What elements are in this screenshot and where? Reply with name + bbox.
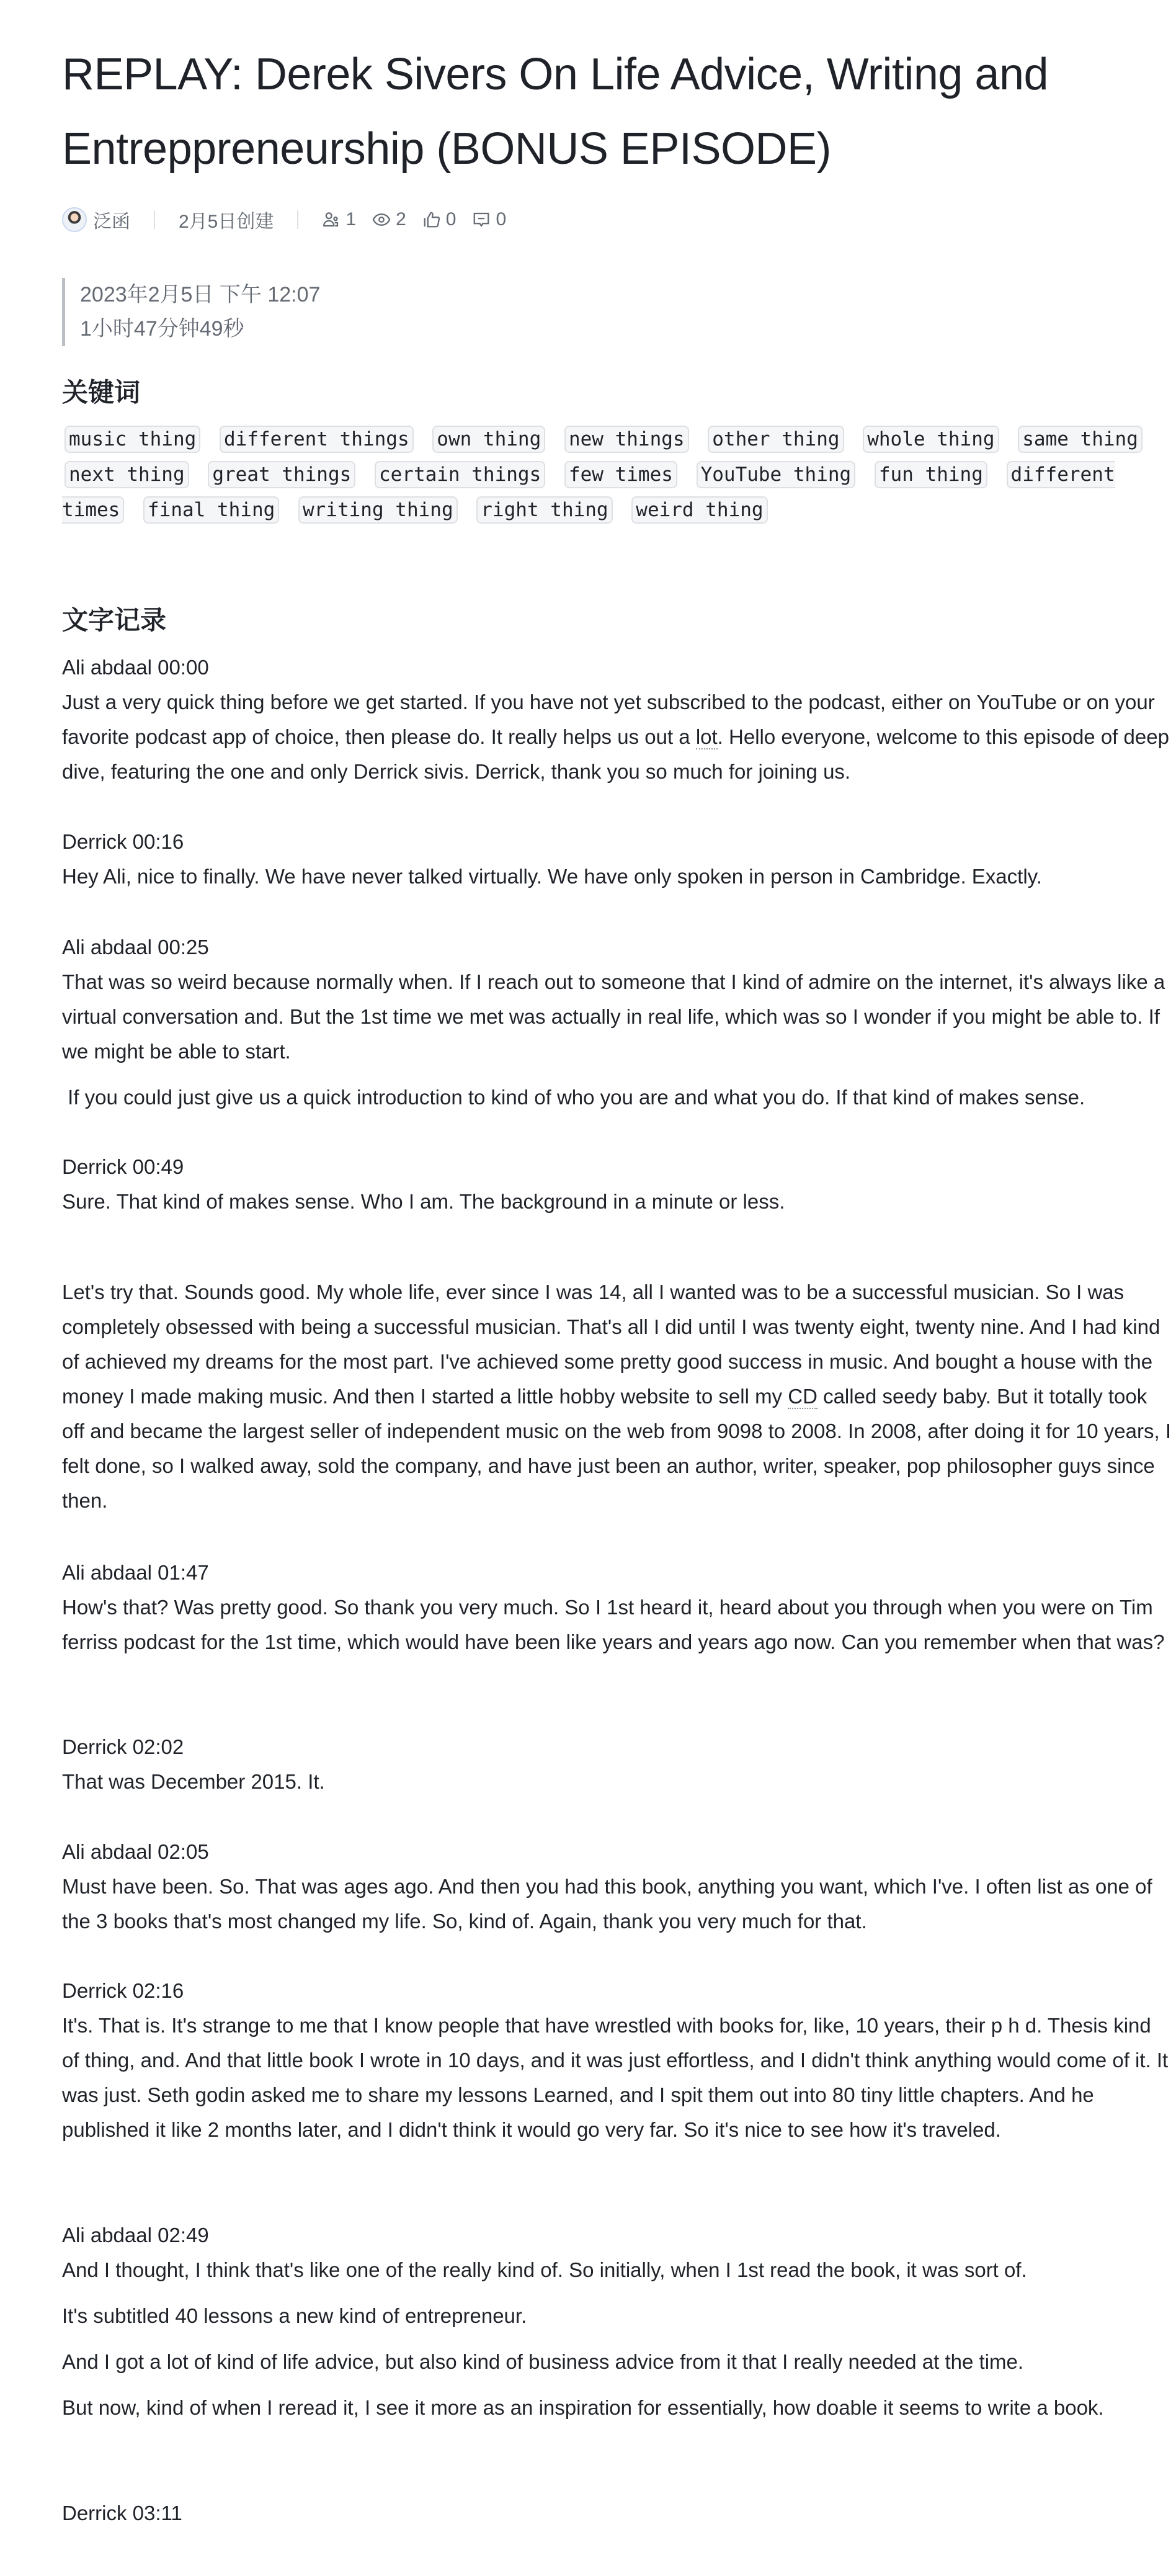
transcript-paragraph: And I got a lot of kind of life advice, but also kind of business advice from it that I really needed at the time. <box>62 2350 1024 2373</box>
transcript-paragraph: It's. That is. It's strange to me that I know people that have wrestled with books for, like, 10 years, their p h d. Thesis kind of thing, and. And that little book I wrote in 10 days, and it was just effortless, and I didn't think anything would come of it. It was just. Seth godin asked me to share my lessons Learned, and I spit them out into 80 tiny little chapters. And he published it like 2 months later, and I didn't think it would go very far. So it's nice to see how it's traveled. <box>62 2014 1169 2141</box>
divider <box>297 210 298 229</box>
transcript-paragraph: How's that? Was pretty good. So thank you very much. So I 1st heard it, heard about you through when you were on Tim ferriss podcast for the 1st time, which would have been like years and years ago now. Can you remember when that was? <box>62 1596 1165 1653</box>
keyword-chip: certain things <box>375 461 545 488</box>
speaker-label: Ali abdaal 02:49 <box>62 2224 209 2247</box>
transcript-paragraph: Hey Ali, nice to finally. We have never talked virtually. We have only spoken in person in Cambridge. Exactly. <box>62 865 1042 888</box>
keyword-chip: YouTube thing <box>697 461 856 488</box>
keyword-chip: whole thing <box>863 426 999 453</box>
keyword-chip: new things <box>564 426 689 453</box>
recording-info <box>62 278 638 346</box>
recording-duration: 1小时47分钟49秒 <box>80 317 244 341</box>
keyword-chip: own thing <box>432 426 545 453</box>
text-run: called seedy baby. But it totally took off and became the largest seller of independent music on the web from 9098 to 2008. In 2008, after doing it for 10 years, I felt done, so I walked away, sold the company, and have just been an author, writer, speaker, pop philosopher guys since then. <box>62 1385 1172 1512</box>
keyword-chip: next thing <box>65 461 189 488</box>
author-name[interactable]: 泛函 <box>93 212 130 232</box>
views-count: 2 <box>396 209 406 230</box>
transcript-paragraph <box>62 1275 1174 1518</box>
keyword-chip: final thing <box>143 496 279 524</box>
speaker-label: Derrick 03:11 <box>62 2502 182 2525</box>
created-date: 2月5日创建 <box>179 212 274 232</box>
transcript-paragraph: But now, kind of when I reread it, I see it more as an inspiration for essentially, how doable it seems to write a book. <box>62 2396 1104 2419</box>
keyword-list <box>62 422 1174 528</box>
keyword-chip: different things <box>220 426 414 453</box>
keyword-chip: writing thing <box>298 496 458 524</box>
keyword-chip: music thing <box>65 426 200 453</box>
transcript-paragraph: Sure. That kind of makes sense. Who I am. The background in a minute or less. <box>62 1190 785 1213</box>
transcript-paragraph: That was December 2015. It. <box>62 1770 325 1793</box>
text-run: Just a very quick thing before we get started. If you have not yet subscribed to the podcast, either on YouTube or on your favorite podcast app of choice, then please do. It really helps us out a <box>62 691 1155 748</box>
speaker-label: Derrick 00:16 <box>62 830 184 853</box>
keyword-chip: weird thing <box>631 496 767 524</box>
speaker-label: Ali abdaal 01:47 <box>62 1561 209 1584</box>
eye-icon <box>372 210 391 229</box>
speaker-label: Derrick 02:16 <box>62 1979 184 2002</box>
divider <box>154 210 155 229</box>
likes-stat[interactable] <box>422 209 457 230</box>
comments-stat[interactable] <box>472 209 506 230</box>
transcript-paragraph: It's subtitled 40 lessons a new kind of entrepreneur. <box>62 2304 527 2327</box>
keyword-chip: right thing <box>476 496 612 524</box>
transcript-paragraph: Must have been. So. That was ages ago. And then you had this book, anything you want, which I've. I often list as one of the 3 books that's most changed my life. So, kind of. Again, thank you very much for that. <box>62 1875 1152 1933</box>
doc-meta <box>62 204 1174 235</box>
comments-count: 0 <box>496 209 507 230</box>
speaker-label: Ali abdaal 00:00 <box>62 656 209 679</box>
annotated-word[interactable]: lot <box>695 725 718 748</box>
page-title: REPLAY: Derek Sivers On Life Advice, Writing and Entreppreneurship (BONUS EPISODE) <box>62 50 1049 174</box>
speaker-label: Derrick 00:49 <box>62 1155 184 1178</box>
keyword-chip: other thing <box>708 426 844 453</box>
collaborators-stat[interactable] <box>322 209 356 230</box>
keyword-chip: few times <box>564 461 677 488</box>
transcript-paragraph: And I thought, I think that's like one of the really kind of. So initially, when I 1st read the book, it was sort of. <box>62 2258 1027 2281</box>
text-run: . Hello everyone, welcome to this episode of deep dive, featuring the one and only Derrick sivis. Derrick, thank you so much for joining us. <box>62 725 1169 783</box>
collaborators-count: 1 <box>345 209 357 230</box>
transcript-heading: 文字记录 <box>62 606 167 635</box>
transcript-paragraph <box>62 685 1174 789</box>
transcript-paragraph: If you could just give us a quick introduction to kind of who you are and what you do. If that kind of makes sense. <box>62 1086 1085 1109</box>
transcript-paragraph: That was so weird because normally when. If I reach out to someone that I kind of admire on the internet, it's always like a virtual conversation and. But the 1st time we met was actually in real life, which was so I wonder if you might be able to. If we might be able to start. <box>62 970 1165 1063</box>
annotated-word[interactable]: CD <box>788 1385 817 1408</box>
likes-count: 0 <box>445 209 457 230</box>
users-icon <box>322 210 341 229</box>
keywords-heading: 关键词 <box>62 378 141 407</box>
views-stat[interactable] <box>372 209 406 230</box>
keyword-chip: same thing <box>1018 426 1143 453</box>
user-avatar[interactable] <box>62 207 87 232</box>
thumbs-up-icon <box>422 210 441 229</box>
keyword-chip: fun thing <box>875 461 987 488</box>
comment-icon <box>472 210 491 229</box>
recording-datetime: 2023年2月5日 下午 12:07 <box>80 283 321 306</box>
keyword-chip: great things <box>208 461 355 488</box>
keyword-chip: different times <box>62 461 1115 524</box>
text-run: Let's try that. Sounds good. My whole life, ever since I was 14, all I wanted was to be a successful musician. So I was completely obsessed with being a successful musician. That's all I did until I was twenty eight, twenty nine. And I had kind of achieved my dreams for the most part. I've achieved some pretty good success in music. And bought a house with the money I made making music. And then I started a little hobby website to sell my <box>62 1281 1160 1408</box>
speaker-label: Ali abdaal 02:05 <box>62 1840 209 1863</box>
speaker-label: Derrick 02:02 <box>62 1735 184 1758</box>
speaker-label: Ali abdaal 00:25 <box>62 936 209 959</box>
